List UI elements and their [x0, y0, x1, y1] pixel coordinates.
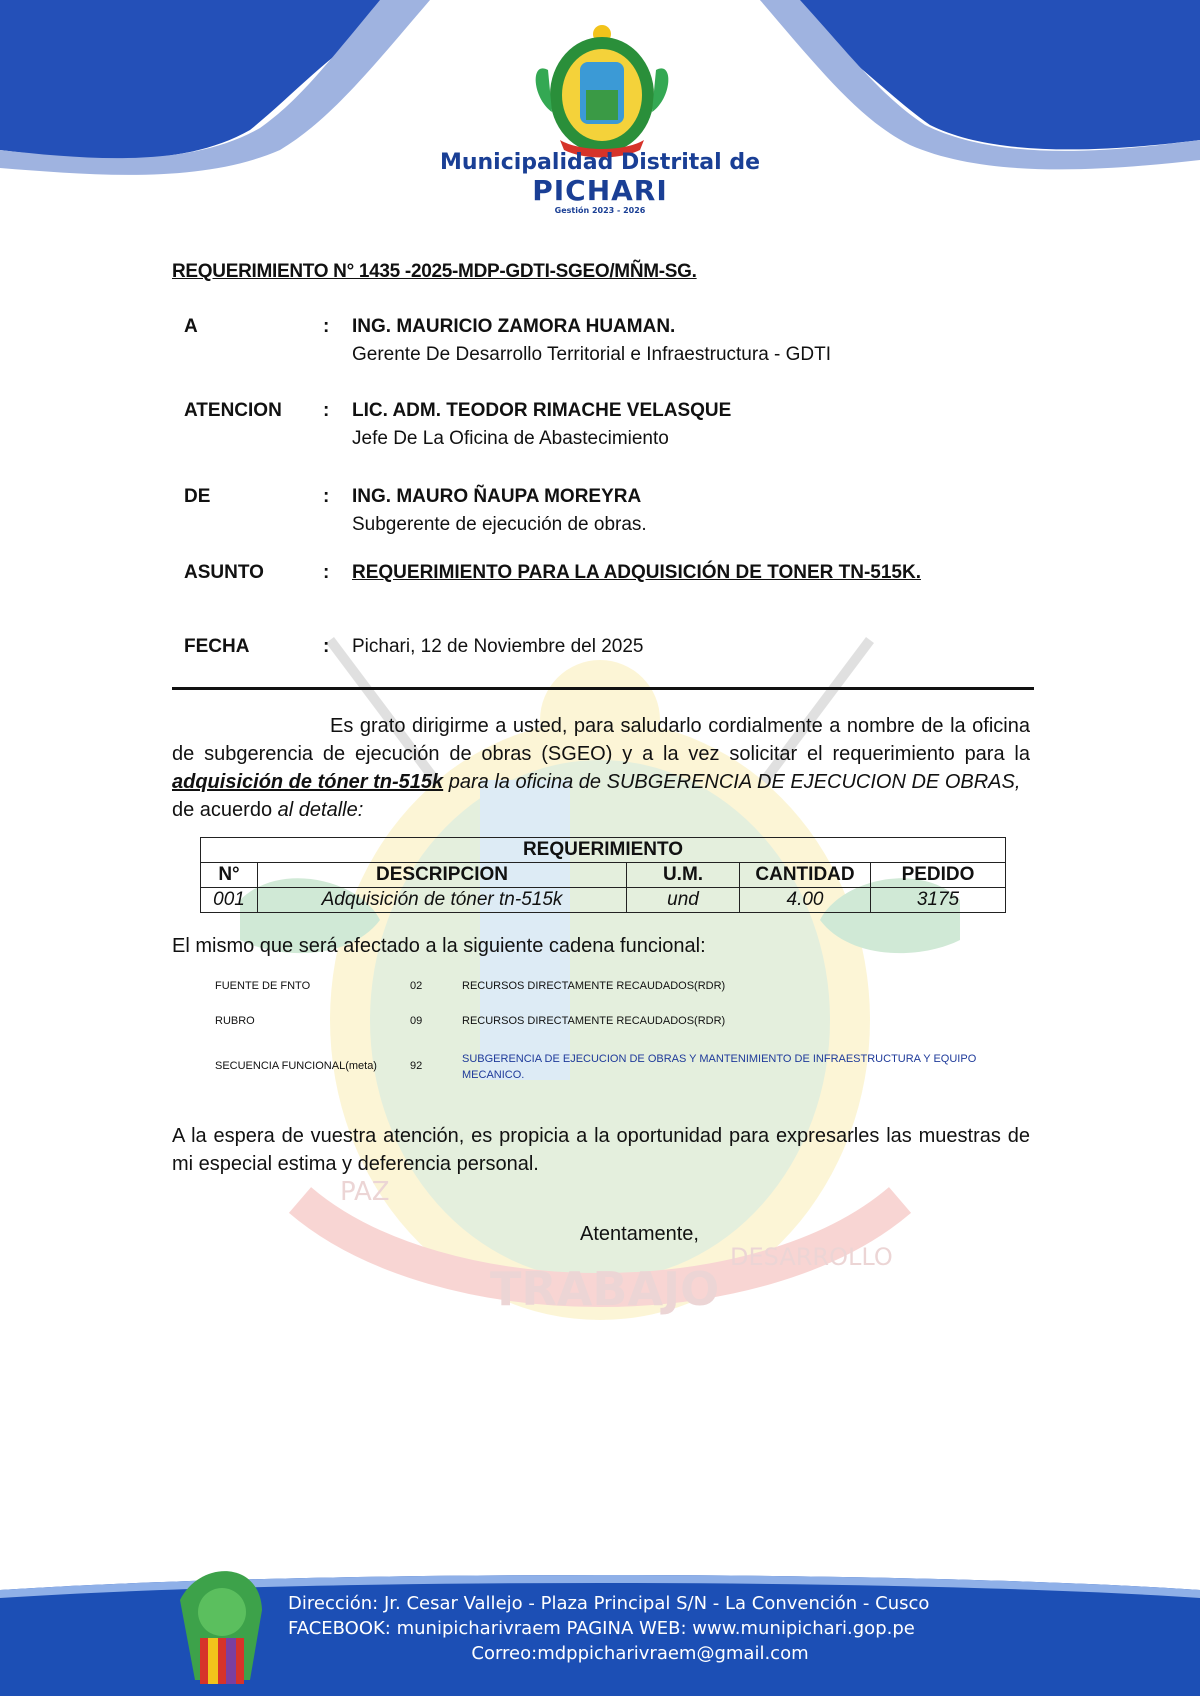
watermark-word-trabajo: TRABAJO: [490, 1262, 720, 1316]
date-label: FECHA: [184, 636, 250, 657]
intro-detail-prefix: de acuerdo: [172, 799, 278, 821]
footer-address: Dirección: Jr. Cesar Vallejo - Plaza Principal S/N - La Convención - Cusco: [288, 1593, 930, 1614]
document-title: REQUERIMIENTO N° 1435 -2025-MDP-GDTI-SGEO/MÑM-SG.: [172, 261, 697, 282]
chain-desc-meta: SUBGERENCIA DE EJECUCION DE OBRAS Y MANTENIMIENTO DE INFRAESTRUCTURA Y EQUIPO MECANICO.: [462, 1053, 977, 1081]
to-name: ING. MAURICIO ZAMORA HUAMAN.: [352, 316, 676, 337]
cell-quantity: 4.00: [740, 888, 871, 913]
attention-role: Jefe De La Oficina de Abastecimiento: [352, 428, 669, 449]
chain-label-source: FUENTE DE FNTO: [215, 980, 311, 992]
chain-desc-rubro: RECURSOS DIRECTAMENTE RECAUDADOS(RDR): [462, 1015, 726, 1027]
cell-order: 3175: [871, 888, 1006, 913]
from-role: Subgerente de ejecución de obras.: [352, 514, 647, 535]
intro-emphasis: adquisición de tóner tn-515k: [172, 771, 444, 793]
table-header-description: DESCRIPCION: [258, 863, 627, 888]
requirement-table: [200, 837, 1006, 913]
table-header-order: PEDIDO: [871, 863, 1006, 888]
chain-code-rubro: 09: [410, 1015, 423, 1027]
from-name: ING. MAURO ÑAUPA MOREYRA: [352, 486, 642, 507]
attention-colon: :: [323, 400, 330, 421]
municipal-seal-icon: [536, 25, 669, 158]
chain-desc-source: RECURSOS DIRECTAMENTE RECAUDADOS(RDR): [462, 980, 726, 992]
to-label: A: [184, 316, 198, 337]
attention-label: ATENCION: [184, 400, 282, 421]
cell-description: Adquisición de tóner tn-515k: [258, 888, 627, 913]
table-row: [201, 888, 1006, 913]
subject-text: REQUERIMIENTO PARA LA ADQUISICIÓN DE TONER TN-515K.: [352, 562, 921, 583]
intro-text: Es grato dirigirme a usted, para saludarlo cordialmente a nombre de la oficina de subgerencia de ejecución de obras (SGEO) y a la vez solicitar el requerimiento para la: [172, 715, 1030, 765]
cell-unit: und: [627, 888, 740, 913]
watermark-word-desarrollo: DESARROLLO: [730, 1243, 893, 1271]
table-header-unit: U.M.: [627, 863, 740, 888]
chain-code-meta: 92: [410, 1060, 423, 1072]
separator-rule: [172, 687, 1034, 690]
chain-label-rubro: RUBRO: [215, 1015, 255, 1027]
to-colon: :: [323, 316, 330, 337]
intro-paragraph: [172, 712, 1030, 824]
table-header-quantity: CANTIDAD: [740, 863, 871, 888]
attention-name: LIC. ADM. TEODOR RIMACHE VELASQUE: [352, 400, 732, 421]
table-caption: REQUERIMIENTO: [201, 838, 1006, 863]
intro-detail: al detalle:: [277, 799, 364, 821]
municipality-name: Municipalidad Distrital de: [439, 150, 761, 175]
chain-code-source: 02: [410, 980, 423, 992]
to-role: Gerente De Desarrollo Territorial e Infraestructura - GDTI: [352, 344, 832, 365]
subject-colon: :: [323, 562, 330, 583]
from-label: DE: [184, 486, 211, 507]
footer-social: FACEBOOK: munipicharivraem PAGINA WEB: www.munipichari.gop.pe: [288, 1618, 915, 1639]
chain-label-meta: SECUENCIA FUNCIONAL(meta): [215, 1060, 377, 1072]
waterfall-shape: [480, 780, 570, 1080]
cell-number: 001: [201, 888, 258, 913]
closing-salutation: Atentamente,: [580, 1223, 699, 1245]
municipality-district: PICHARI: [532, 174, 668, 207]
from-colon: :: [323, 486, 330, 507]
subject-label: ASUNTO: [184, 562, 264, 583]
date-text: Pichari, 12 de Noviembre del 2025: [352, 636, 644, 657]
date-colon: :: [323, 636, 330, 657]
footer-email: Correo:mdppicharivraem@gmail.com: [471, 1643, 809, 1664]
chain-intro: El mismo que será afectado a la siguiente cadena funcional:: [172, 935, 706, 957]
watermark-word-paz: PAZ: [340, 1177, 390, 1207]
table-header-number: N°: [201, 863, 258, 888]
administration-period: Gestión 2023 - 2026: [554, 206, 646, 215]
intro-office: para la oficina de SUBGERENCIA DE EJECUCION DE OBRAS,: [443, 771, 1021, 793]
closing-paragraph: A la espera de vuestra atención, es propicia a la oportunidad para expresarles las muestras de mi especial estima y deferencia personal.: [172, 1125, 1030, 1175]
